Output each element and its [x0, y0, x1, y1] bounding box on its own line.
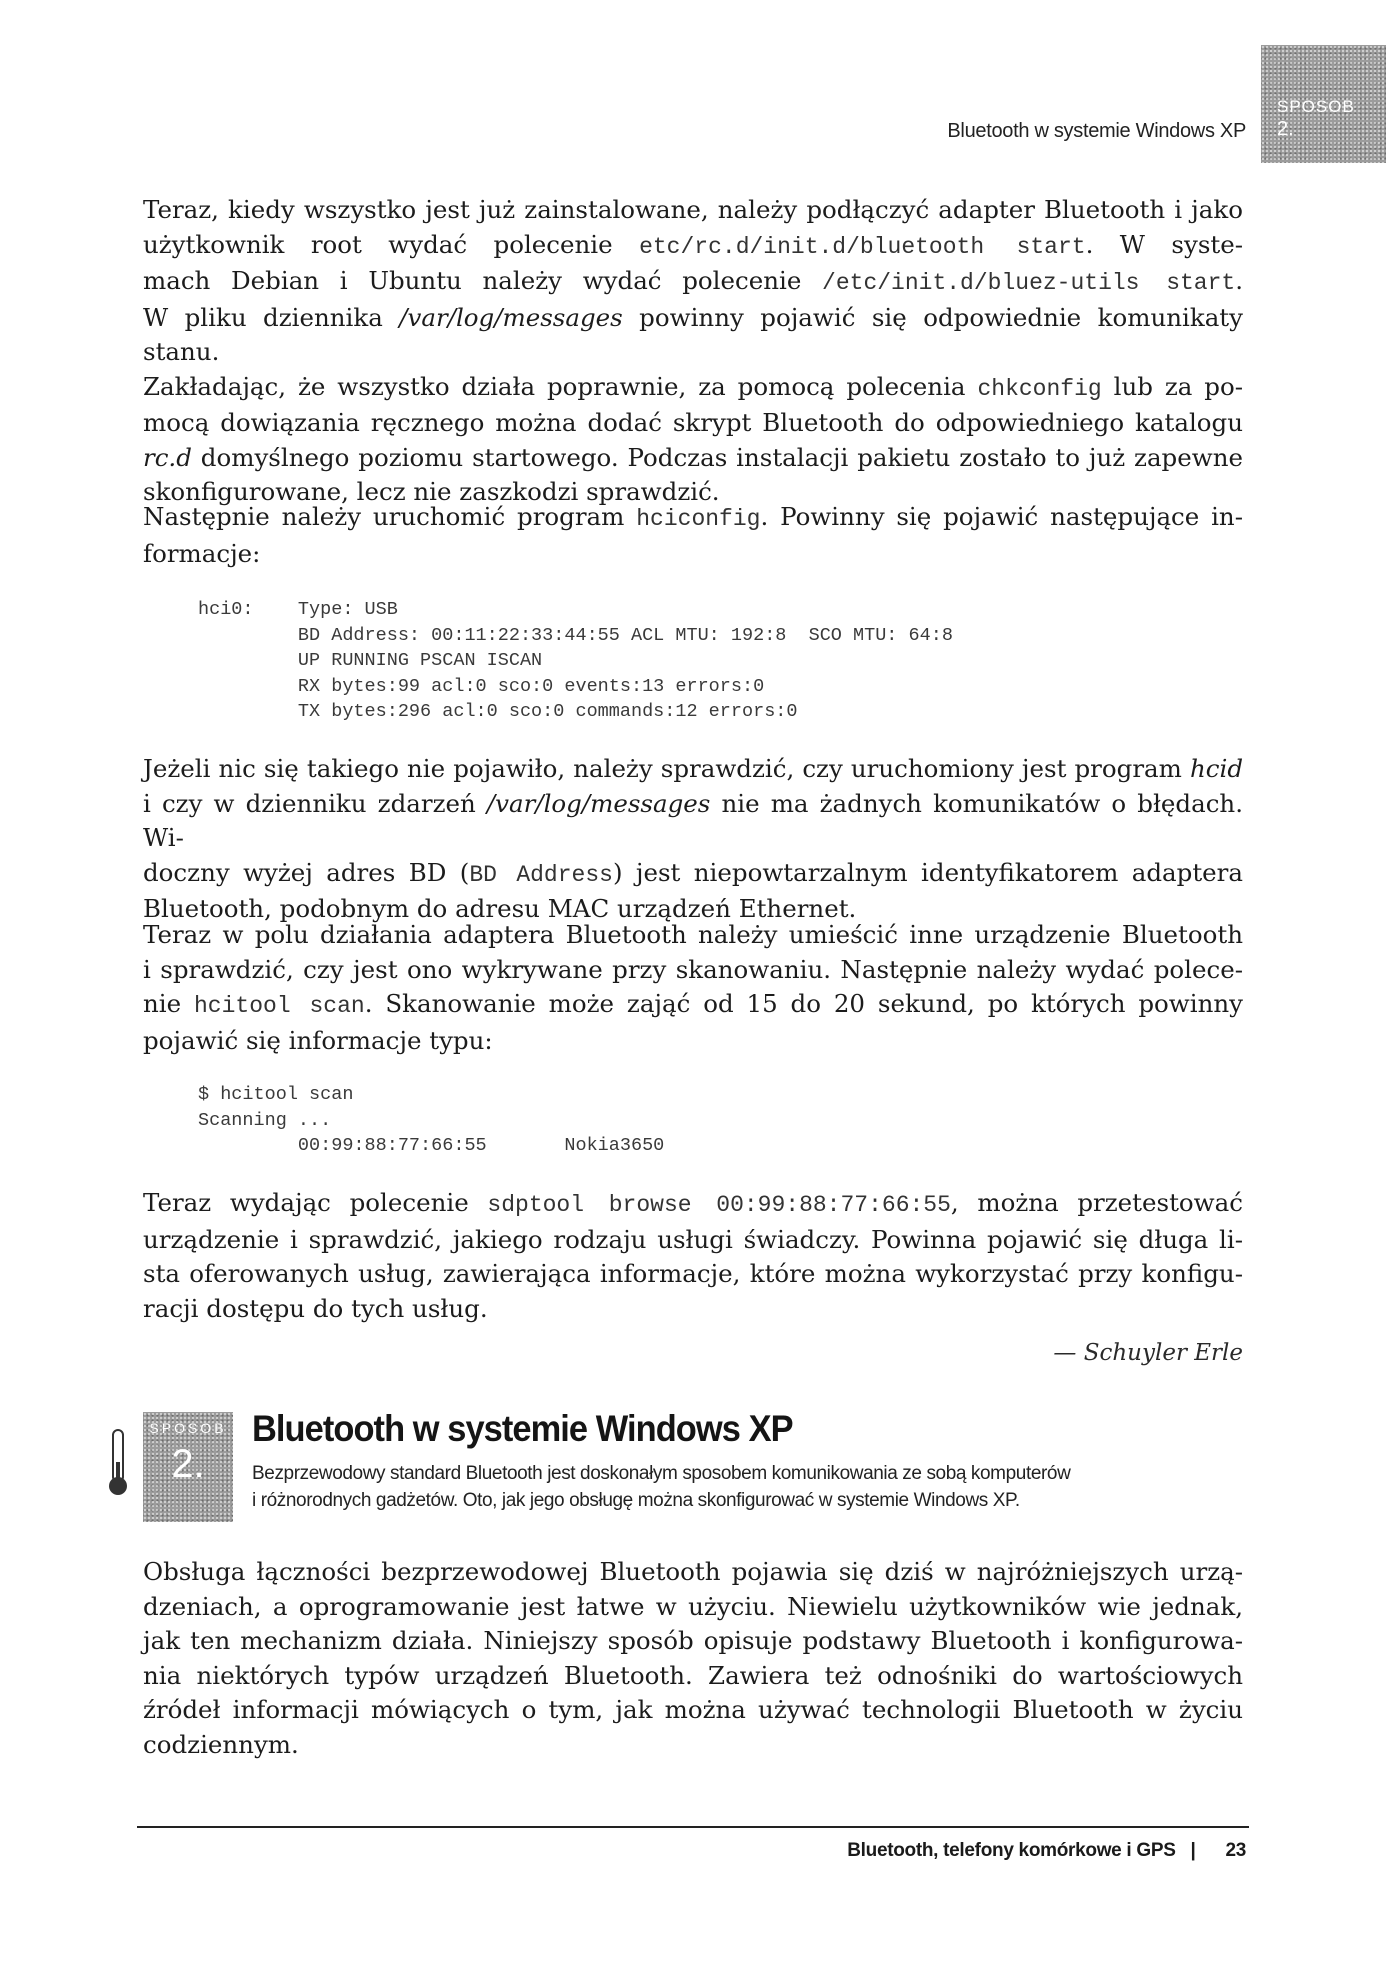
- text-line: Teraz, kiedy wszystko jest już zainstalowane, należy podłączyć adapter Bluetooth i jako: [143, 195, 1243, 224]
- section-description-line: i różnorodnych gadżetów. Oto, jak jego obsługę można skonfigurować w systemie Windows XP.: [252, 1490, 1020, 1511]
- paragraph-1: [143, 193, 1243, 510]
- text-line: mocą dowiązania ręcznego można dodać skrypt Bluetooth do odpowiedniego katalogu: [143, 408, 1243, 437]
- text-line: Jeżeli nic się takiego nie pojawiło, należy sprawdzić, czy uruchomiony jest program hcid: [143, 754, 1244, 783]
- text-line: dzeniach, a oprogramowanie jest łatwe w użyciu. Niewielu użytkowników wie jednak,: [143, 1591, 1243, 1621]
- paragraph-2: [143, 500, 1243, 571]
- section-description-line: Bezprzewodowy standard Bluetooth jest doskonałym sposobem komunikowania ze sobą komputerów: [252, 1463, 1071, 1484]
- text-line: pojawić się informacje typu:: [143, 1025, 493, 1055]
- text-line: doczny wyżej adres BD (BD Address) jest niepowtarzalnym identyfikatorem adaptera: [143, 857, 1243, 888]
- inline-code: etc/rc.d/init.d/bluetooth start: [639, 233, 1086, 260]
- text-line: sta oferowanych usług, zawierająca informacje, które można wykorzystać przy konfigu-: [143, 1259, 1243, 1288]
- inline-code: hciconfig: [636, 506, 761, 532]
- text-line: źródeł informacji mówiących o tym, jak można używać technologii Bluetooth w życiu: [143, 1695, 1243, 1724]
- footer-book-title: Bluetooth, telefony komórkowe i GPS: [847, 1840, 1176, 1861]
- text-line: Teraz w polu działania adaptera Bluetooth należy umieścić inne urządzenie Bluetooth: [143, 920, 1243, 949]
- text-line: W pliku dziennika /var/log/messages powinny pojawić się odpowiednie komunikaty stanu.: [143, 302, 1243, 366]
- text-line: Obsługa łączności bezprzewodowej Bluetooth pojawia się dziś w najróżniejszych urzą-: [143, 1557, 1243, 1586]
- section-title: Bluetooth w systemie Windows XP: [252, 1408, 793, 1449]
- text-line: rc.d domyślnego poziomu startowego. Podczas instalacji pakietu zostało to już zapewne: [143, 442, 1243, 472]
- section-badge: [143, 1412, 233, 1522]
- corner-tab-number: 2.: [1277, 118, 1294, 140]
- inline-code: BD Address: [469, 861, 613, 888]
- text-line: skonfigurowane, lecz nie zaszkodzi sprawdzić.: [143, 477, 720, 506]
- text-line: nie hcitool scan. Skanowanie może zająć od 15 do 20 sekund, po których powinny: [143, 989, 1243, 1019]
- page-number: 23: [1225, 1840, 1246, 1861]
- text-line: formacje:: [143, 538, 261, 568]
- file-path: /var/log/messages: [486, 788, 711, 818]
- text-line: Bluetooth, podobnym do adresu MAC urządzeń Ethernet.: [143, 894, 857, 923]
- file-path: rc.d: [143, 442, 192, 472]
- program-name: hcid: [1189, 754, 1244, 783]
- file-path: /var/log/messages: [399, 302, 623, 332]
- footer: [847, 1840, 1246, 1862]
- text-line: urządzenie i sprawdzić, jakiego rodzaju usługi świadczy. Powinna pojawić się długa li-: [143, 1224, 1243, 1254]
- text-line: jak ten mechanizm działa. Niniejszy sposób opisuje podstawy Bluetooth i konfigurowa-: [143, 1626, 1243, 1655]
- text-line: racji dostępu do tych usług.: [143, 1293, 488, 1323]
- running-header-title: Bluetooth w systemie Windows XP: [947, 120, 1246, 142]
- paragraph-5: [143, 1186, 1243, 1326]
- corner-tab-label: SPOSOB: [1277, 97, 1355, 116]
- text-line: Następnie należy uruchomić program hciconfig. Powinny się pojawić następujące in-: [143, 502, 1243, 532]
- paragraph-4: [143, 918, 1243, 1058]
- inline-code: /etc/init.d/bluez-utils start: [822, 270, 1236, 296]
- text-line: Teraz wydając polecenie sdptool browse 00:99:88:77:66:55, można przetestować: [143, 1188, 1243, 1218]
- footer-separator: |: [1190, 1840, 1196, 1861]
- section-description: [252, 1460, 1070, 1514]
- inline-code: sdptool browse 00:99:88:77:66:55: [487, 1192, 951, 1218]
- text-line: i sprawdzić, czy jest ono wykrywane przy skanowaniu. Następnie należy wydać polece-: [143, 954, 1243, 984]
- author-signature: — Schuyler Erle: [1053, 1340, 1243, 1366]
- text-line: mach Debian i Ubuntu należy wydać polecenie /etc/init.d/bluez-utils start.: [143, 266, 1244, 296]
- text-line: użytkownik root wydać polecenie etc/rc.d/init.d/bluetooth start. W syste-: [143, 229, 1244, 260]
- code-block-hcitool: $ hcitool scan Scanning ... 00:99:88:77:66:55 Nokia3650: [198, 1084, 665, 1156]
- footer-divider: [137, 1826, 1249, 1828]
- text-line: codziennym.: [143, 1729, 299, 1759]
- section-badge-label: SPOSOB: [149, 1420, 227, 1436]
- thermometer-icon: [104, 1428, 132, 1498]
- text-line: Zakładając, że wszystko działa poprawnie, za pomocą polecenia chkconfig lub za po-: [143, 371, 1243, 402]
- section-badge-number: 2.: [171, 1442, 205, 1486]
- inline-code: hcitool scan: [194, 993, 365, 1019]
- text-line: nia niektórych typów urządzeń Bluetooth. Zawiera też odnośniki do wartościowych: [143, 1660, 1243, 1690]
- paragraph-3: [143, 752, 1243, 927]
- corner-tab: [1261, 45, 1386, 163]
- text-line: i czy w dzienniku zdarzeń /var/log/messages nie ma żadnych komunikatów o błędach. Wi-: [143, 788, 1244, 852]
- inline-code: chkconfig: [977, 375, 1102, 402]
- paragraph-6: [143, 1555, 1243, 1762]
- code-block-hciconfig: hci0: Type: USB BD Address: 00:11:22:33:44:55 ACL MTU: 192:8 SCO MTU: 64:8 UP RUNNING PSCAN ISCAN RX bytes:99 acl:0 sco:0 events:13 errors:0 TX bytes:296 acl:0 sco:0 commands:12 errors:0: [198, 599, 953, 722]
